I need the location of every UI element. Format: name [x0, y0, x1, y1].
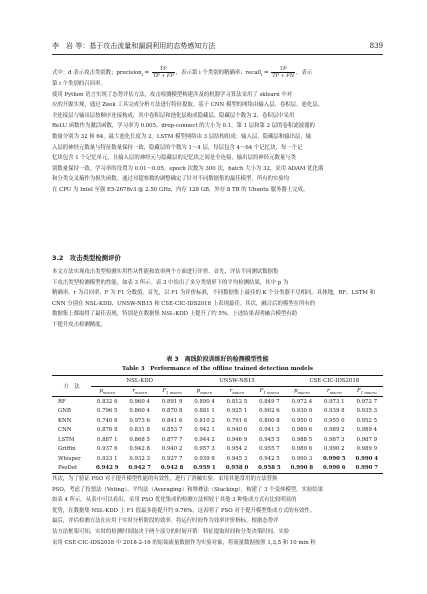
metric-subscript: macro — [329, 389, 342, 395]
value-cell: 0.988 5 — [291, 436, 313, 443]
metric-symbol: r — [326, 387, 330, 394]
value-cell: 0.841 6 — [161, 417, 183, 424]
table-row — [52, 454, 383, 464]
value-cell: 0.868 5 — [129, 436, 150, 443]
metric-subscript: macro — [102, 389, 115, 395]
para1-line: 全连接层与输出层按顺序连接构成，其中卷积层和池化层构成隐藏层，隐藏层个数为 2，卷积层中采用 — [52, 112, 295, 119]
value-cell: 0.939 8 — [323, 408, 345, 415]
value-cell: 0.946 9 — [226, 436, 248, 443]
value-cell: 0.812 5 — [226, 398, 248, 405]
value-cell: 0.890 4 — [194, 398, 215, 405]
value-cell: 0.942 1 — [194, 427, 215, 434]
para1-line: 使用 Python 语言实现了态势评估方法，攻击检测模型构建涉及的机器学习算法采用了 sklearn 中对 — [52, 91, 293, 98]
metric-formula-line — [52, 66, 383, 80]
value-cell: 0.952 5 — [356, 417, 378, 424]
metric-symbol: p — [294, 387, 298, 394]
value-cell: 0.955 0 — [323, 417, 345, 424]
value-cell: 0.925 1 — [226, 408, 248, 415]
value-cell: 0.958 5 — [253, 464, 285, 474]
table-row — [52, 407, 383, 417]
value-cell: 0.972 7 — [356, 398, 378, 405]
metric-header-cell — [221, 386, 253, 397]
para3-line: 其次，为了验证 PSO 对于提升模型性能的有效性，进行了消融实验。采用其他常用的方法替换 — [52, 476, 278, 482]
value-cell: 0.831 8 — [129, 427, 150, 434]
value-cell: 0.960 4 — [129, 398, 150, 405]
formula-sub-i: i — [141, 72, 143, 78]
group-header-nsl-kdd: NSL-KDD — [91, 376, 188, 387]
value-cell: 0.927 7 — [161, 455, 183, 462]
para3-line: 如表 4 所示。从表中可以看出，采用 PSO 优化集成的检测方法相较于其他 3 种集成方式有比较明显的 — [52, 497, 297, 504]
para2-line: CNN 分别在 NSL-KDD、UNSW-NB15 和 CSE-CIC-IDS2018 上表现最佳。其次，融合后的模型在所有的 — [52, 300, 316, 307]
value-cell: 0.945 5 — [259, 436, 280, 443]
value-cell: 0.939 8 — [194, 455, 215, 462]
method-cell: PsoDet — [52, 464, 91, 474]
running-header — [52, 40, 383, 52]
value-cell: 0.810 2 — [194, 417, 215, 424]
value-cell: 0.989 4 — [356, 427, 378, 434]
table-row — [52, 416, 383, 426]
value-cell: 0.942 9 — [91, 464, 123, 474]
metric-header-cell — [123, 386, 155, 397]
value-cell: 0.990 8 — [286, 464, 318, 474]
value-cell: 0.942 8 — [156, 464, 188, 474]
value-cell: 0.942 7 — [123, 464, 155, 474]
header-rule — [52, 54, 383, 55]
recall-numerator: TP — [271, 66, 295, 73]
precision-denominator: TP + FP — [152, 73, 174, 79]
running-title: 李 岩 等：基于攻击流量和漏洞利用的态势感知方法 — [52, 42, 216, 50]
value-cell: 0.973 6 — [129, 417, 150, 424]
value-cell: 0.957 3 — [194, 446, 215, 453]
table-row — [52, 397, 383, 407]
group-header-cse-cic-ids2018: CSE-CIC-IDS2018 — [286, 376, 383, 387]
para3-line: 采用 CSE-CIC-IDS2018 中 2018-2-16 的原始流量数据作为实验对象，将流量数据按照 1,3,5 和 10 min 粒 — [52, 539, 316, 546]
para1-line: 数量分别为 32 和 64，最大池化长度为 2。LSTM 模型网络由 3 层结构组成：输入层、隐藏层和输出层，输 — [52, 134, 312, 140]
formula-lead: 式中：d 表示攻击类别数；precision — [52, 70, 142, 76]
metric-header-cell — [91, 386, 123, 397]
table-caption-en: Table 3 Performance of the offline trained detection models — [122, 366, 313, 372]
section-heading: 3.2 攻击类型检测评价 — [52, 254, 121, 262]
recall-denominator: TP + FN — [272, 73, 295, 79]
table-row — [52, 445, 383, 455]
table-caption-cn: 表 3 离线阶段训练好的检测模型性能 — [166, 356, 269, 363]
value-cell: 0.832 6 — [96, 398, 118, 405]
metric-header-cell — [156, 386, 188, 397]
value-cell: 0.990 4 — [355, 455, 378, 462]
para3-line: 优势，在数据集 NSL-KDD 上 F1 值最多能提升约 9.76%，这表明了 PSO 对于提升模型集成方式的有效性。 — [52, 507, 316, 514]
value-cell: 0.902 6 — [259, 408, 280, 415]
metric-subscript: 1 macro — [166, 389, 182, 395]
value-cell: 0.987 9 — [356, 436, 378, 443]
table-body — [52, 397, 383, 474]
value-cell: 0.973 1 — [323, 398, 345, 405]
value-cell: 0.950 0 — [291, 417, 313, 424]
value-cell: 0.877 7 — [161, 436, 183, 443]
para3-line: 最后，评估检测方法在应用于实时分析阶段的效率。将运行时间作为效率评价指标，根据态势评 — [52, 518, 279, 525]
metric-symbol: F — [162, 387, 167, 394]
value-cell: 0.881 1 — [194, 408, 215, 415]
method-cell: Whisper — [58, 455, 81, 462]
value-cell: 0.923 1 — [96, 455, 118, 462]
metric-symbol: p — [196, 387, 201, 394]
value-cell: 0.987 3 — [323, 436, 345, 443]
value-cell: 0.954 2 — [226, 446, 248, 453]
metric-symbol: p — [99, 387, 103, 394]
method-cell: RF — [58, 398, 66, 405]
value-cell: 0.942 5 — [259, 455, 280, 462]
table-row — [52, 464, 383, 474]
precision-fraction — [152, 66, 175, 79]
value-cell: 0.791 6 — [226, 417, 248, 424]
value-cell: 0.849 7 — [259, 398, 280, 405]
formula-recall-tail: ，表示 — [296, 70, 313, 76]
value-cell: 0.887 1 — [96, 436, 118, 443]
value-cell: 0.989 6 — [291, 427, 313, 434]
para2-line: 精确率，r 为召回率，F 为 F1 分数值。首先，以 F1 为评价标准，不同数据集上最佳的 K 个分类器不尽相同。具体地，RF、LSTM 和 — [52, 290, 376, 297]
value-cell: 0.989 9 — [356, 446, 378, 453]
metric-subscript: macro — [297, 389, 310, 395]
para2-line: 下攻击类型检测模型的性能，如表 3 所示。表 3 中给出了多分类情形下的平均检测结果，其中 p 为 — [52, 279, 289, 286]
metric-symbol: r — [229, 387, 233, 394]
table-group-header-row — [52, 376, 383, 387]
performance-table — [52, 375, 383, 474]
value-cell: 0.940 6 — [226, 427, 248, 434]
group-header-unsw-nb15: UNSW-NB15 — [188, 376, 285, 387]
value-cell: 0.990 7 — [351, 464, 384, 474]
page-number: 839 — [369, 42, 383, 50]
metric-subscript: 1 macro — [263, 389, 280, 395]
value-cell: 0.891 9 — [161, 398, 183, 405]
value-cell: 0.944 2 — [194, 436, 215, 443]
para3-line: PSO，考虑了投票法（Voting）、平均法（Averaging）和堆叠法（Stacking），构建了 3 个变体模型，实验结果 — [52, 486, 324, 493]
value-cell: 0.958 0 — [221, 464, 253, 474]
value-cell: 0.989 2 — [323, 427, 345, 434]
metric-symbol: F — [259, 387, 264, 394]
method-cell: CNN — [58, 427, 72, 434]
value-cell: 0.989 6 — [291, 446, 313, 453]
formula-precision-tail: ，表示第 i 个类别的精确率；recall — [175, 70, 262, 76]
value-cell: 0.932 3 — [129, 455, 150, 462]
formula-sub-i-2: i — [261, 72, 263, 78]
para3-line: 估方法框架可知，实时的检测时间取决于两个部分的时间开销：特征提取时间和分类决策时间。实验 — [52, 529, 290, 535]
para1-line: 和分类交叉熵作为损失函数。通过对超参数的调整确定了针对不同数据集的最佳模型。所有的实验均 — [52, 176, 290, 183]
para1-line: 应的开源实现，通过 Zeek 工具完成分析方法进行特征提取。基于 CNN 模型的网络由输入层、卷积层、池化层、 — [52, 102, 323, 109]
metric-subscript: 1 macro — [360, 389, 377, 395]
table-row — [52, 426, 383, 436]
para2-line: 数据集上都取得了最佳表现，特别是在数据集 NSL-KDD 上提升了约 5%。上述结果表明融合模型有助 — [52, 311, 298, 318]
metric-header-cell — [188, 386, 220, 397]
metric-symbol: r — [132, 387, 135, 394]
para2-line: 本文方法实现攻击类型检测实用性从性能和效率两个方面进行评价。首先，评估不同测试数据集 — [52, 269, 279, 275]
value-cell: 0.990 3 — [291, 455, 313, 462]
value-cell: 0.990 5 — [323, 455, 346, 462]
metric-subscript: macro — [200, 389, 213, 395]
formula-eq: = — [142, 70, 151, 76]
method-header: 方 法 — [52, 376, 91, 397]
para1-line: 在 CPU 为 Intel 至强 E5-2678v3 @ 2.50 GHz，内存 128 GB，外存 8 TB 的 Ubuntu 服务器上完成。 — [52, 187, 309, 193]
value-cell: 0.853 7 — [161, 427, 183, 434]
para1-line: 别数量保持一致。学习率的设置为 0.01～0.05，epoch 次数为 300 次，batch 大小为 32，采用 ADAM 优化器 — [52, 165, 324, 172]
method-cell: Griffin — [58, 446, 76, 453]
para1-line: ReLU 函数作为激活函数，学习率为 0.005，drop-connect 的大小为 0.1，第 1 层和第 2 层的卷积滤波器的 — [52, 123, 315, 130]
metric-subscript: macro — [134, 389, 147, 395]
value-cell: 0.870 8 — [161, 408, 183, 415]
value-cell: 0.990 6 — [318, 464, 350, 474]
para1-line: 忆块包含 1 个记忆单元，且输入层的神经元与隐藏层的记忆块之间是全连接，输出层的神经元数量与类 — [52, 155, 297, 162]
metric-header-cell — [351, 386, 384, 397]
value-cell: 0.945 3 — [226, 455, 248, 462]
metric-symbol: F — [357, 387, 361, 394]
table-metric-header-row — [52, 386, 383, 397]
method-cell: KNN — [58, 417, 72, 424]
value-cell: 0.955 7 — [259, 446, 280, 453]
para2-line: 于提升攻击检测精度。 — [52, 322, 106, 328]
value-cell: 0.959 1 — [188, 464, 220, 474]
recall-fraction — [271, 66, 295, 79]
precision-numerator: TP — [152, 66, 175, 73]
para1-line: 第 i 个类别的召回率。 — [52, 81, 106, 87]
formula-eq-2: = — [262, 70, 271, 76]
value-cell: 0.935 3 — [356, 408, 378, 415]
para1-line: 入层的神经元数量与特征数量保持一致，隐藏层的个数为 1～4 层，每层包含 4～64 个记忆块，每一个记 — [52, 144, 303, 151]
metric-header-cell — [253, 386, 285, 397]
method-cell: GNB — [58, 408, 71, 415]
value-cell: 0.972 4 — [291, 398, 313, 405]
value-cell: 0.876 8 — [96, 427, 118, 434]
value-cell: 0.937 6 — [96, 446, 118, 453]
metric-header-cell — [318, 386, 350, 397]
table-row — [52, 435, 383, 445]
value-cell: 0.941 3 — [259, 427, 280, 434]
metric-header-cell — [286, 386, 318, 397]
value-cell: 0.800 8 — [259, 417, 280, 424]
metric-subscript: macro — [232, 389, 245, 395]
value-cell: 0.930 9 — [291, 408, 313, 415]
value-cell: 0.860 4 — [129, 408, 150, 415]
value-cell: 0.940 2 — [161, 446, 183, 453]
value-cell: 0.740 6 — [96, 417, 118, 424]
value-cell: 0.796 5 — [96, 408, 118, 415]
value-cell: 0.990 2 — [323, 446, 345, 453]
method-cell: LSTM — [58, 436, 75, 443]
value-cell: 0.942 8 — [129, 446, 150, 453]
